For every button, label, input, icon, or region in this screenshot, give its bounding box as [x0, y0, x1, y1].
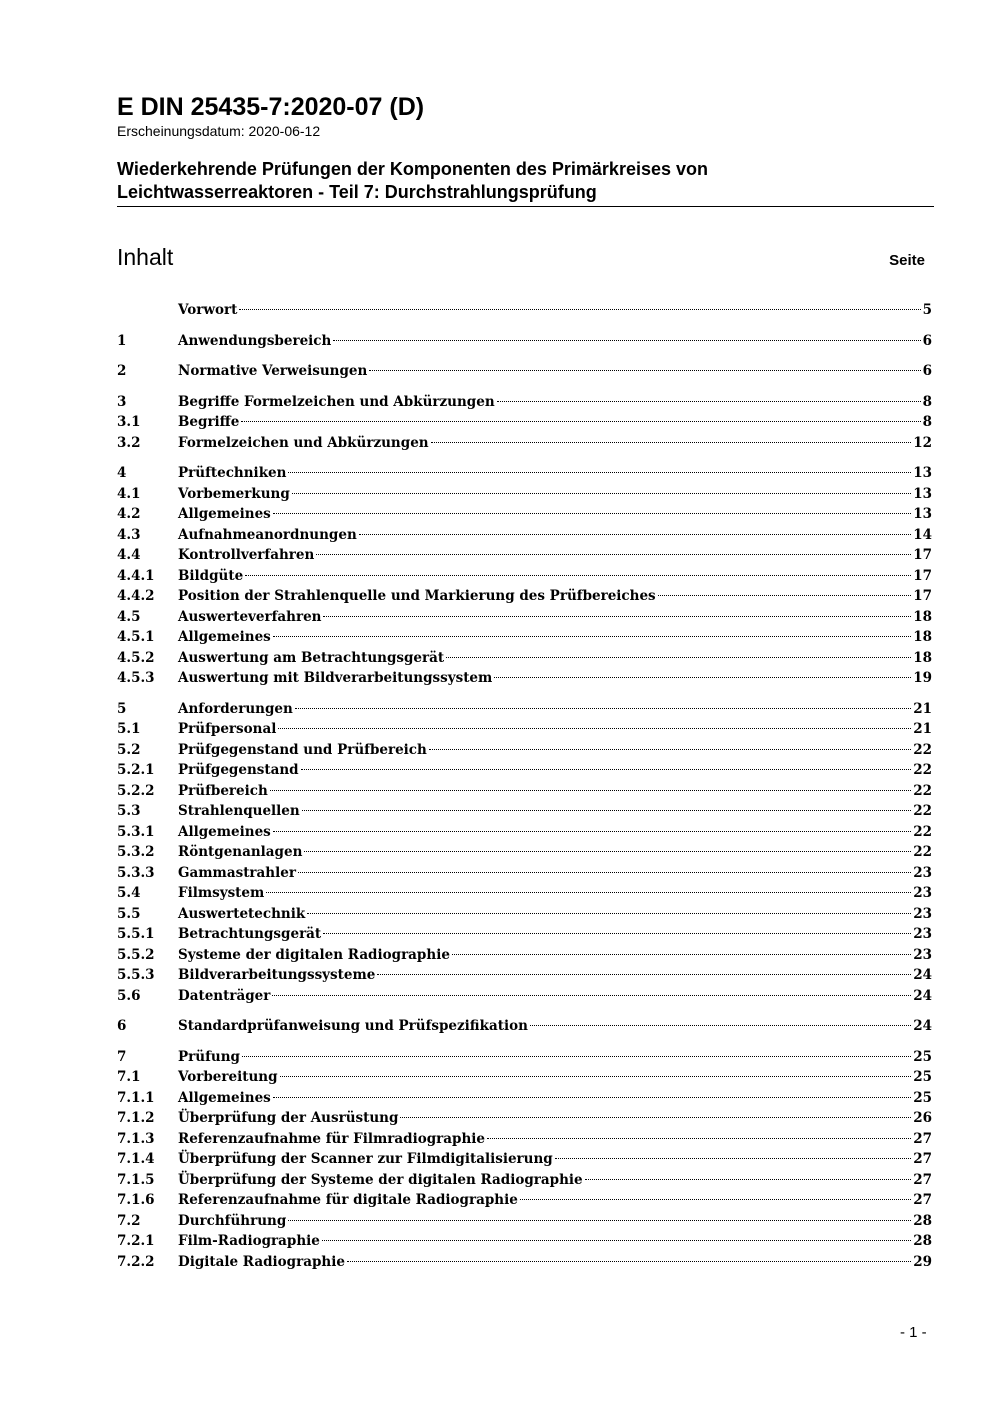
toc-dot-leader	[347, 1261, 911, 1262]
toc-entry-label: Gammastrahler	[178, 864, 296, 881]
toc-dot-leader	[270, 790, 911, 791]
toc-dot-leader	[377, 974, 911, 975]
toc-dot-leader	[295, 708, 911, 709]
toc-dot-leader	[298, 872, 911, 873]
toc-dot-leader	[359, 534, 911, 535]
toc-entry-label: Vorbemerkung	[178, 485, 290, 502]
toc-dot-leader	[273, 636, 911, 637]
toc-dot-leader	[266, 892, 911, 893]
toc-entry-label: Betrachtungsgerät	[178, 926, 322, 942]
toc-dot-leader	[302, 810, 912, 811]
toc-entry-number: 5.5.3	[117, 967, 155, 983]
toc-entry-page: 17	[913, 588, 932, 604]
toc-entry-number: 4.5	[117, 608, 141, 625]
toc-entry[interactable]	[117, 627, 932, 648]
toc-entry[interactable]	[117, 1252, 932, 1273]
toc-entry-label: Allgemeines	[178, 1089, 271, 1106]
toc-entry[interactable]	[117, 586, 932, 607]
toc-entry-page: 23	[913, 946, 932, 963]
toc-entry-label: Vorwort	[178, 302, 238, 318]
toc-entry[interactable]	[117, 331, 932, 352]
toc-entry-number: 4.3	[117, 526, 141, 543]
page-number: - 1 -	[900, 1324, 927, 1341]
toc-heading: Inhalt	[117, 244, 174, 270]
toc-entry-label: Durchführung	[178, 1212, 287, 1229]
toc-entry-number: 4	[117, 465, 127, 481]
toc-entry-page: 27	[913, 1171, 932, 1188]
toc-dot-leader	[272, 995, 911, 996]
toc-entry-page: 17	[913, 567, 932, 584]
toc-entry[interactable]	[117, 1190, 932, 1211]
toc-entry-page: 23	[913, 926, 932, 942]
toc-entry-page: 13	[913, 485, 932, 502]
toc-entry-label: Filmsystem	[178, 885, 265, 901]
toc-entry-number: 5.3.3	[117, 864, 155, 881]
toc-entry[interactable]	[117, 883, 932, 904]
toc-entry-page: 22	[913, 762, 932, 778]
toc-entry[interactable]	[117, 1129, 932, 1150]
toc-entry[interactable]	[117, 412, 932, 433]
toc-entry-label: Prüfpersonal	[178, 721, 277, 737]
toc-entry[interactable]	[117, 1211, 932, 1232]
toc-entry[interactable]	[117, 1088, 932, 1109]
toc-entry[interactable]	[117, 300, 932, 321]
toc-entry-number: 6	[117, 1018, 127, 1034]
toc-entry-page: 25	[913, 1089, 932, 1106]
toc-entry[interactable]	[117, 1149, 932, 1170]
toc-entry[interactable]	[117, 924, 932, 945]
toc-entry-number: 4.5.1	[117, 629, 155, 645]
toc-entry[interactable]	[117, 668, 932, 689]
toc-entry[interactable]	[117, 1067, 932, 1088]
toc-entry[interactable]	[117, 699, 932, 720]
toc-entry-label: Normative Verweisungen	[178, 363, 368, 379]
toc-entry[interactable]	[117, 1231, 932, 1252]
toc-entry-label: Bildverarbeitungssysteme	[178, 967, 376, 983]
toc-entry-number: 4.5.3	[117, 670, 155, 686]
toc-entry-page: 22	[913, 803, 932, 819]
toc-entry-number: 7.2	[117, 1212, 141, 1229]
toc-entry-label: Allgemeines	[178, 823, 271, 840]
toc-dot-leader	[585, 1179, 912, 1180]
toc-entry-number: 7.1	[117, 1069, 141, 1085]
document-header	[117, 92, 934, 207]
toc-entry[interactable]	[117, 863, 932, 884]
toc-entry-page: 18	[913, 608, 932, 625]
toc-dot-leader	[369, 370, 920, 371]
toc-entry-label: Bildgüte	[178, 567, 244, 584]
toc-dot-leader	[288, 1220, 911, 1221]
toc-entry-page: 23	[913, 885, 932, 901]
toc-dot-leader	[400, 1117, 911, 1118]
title-line-2: Leichtwasserreaktoren - Teil 7: Durchstrahlungsprüfung	[117, 182, 597, 202]
toc-dot-leader	[429, 749, 911, 750]
toc-entry-page: 5	[922, 302, 932, 318]
toc-entry-number: 5.2.2	[117, 782, 155, 799]
toc-entry-page: 25	[913, 1069, 932, 1085]
toc-entry-label: Kontrollverfahren	[178, 547, 315, 563]
toc-entry-page: 23	[913, 864, 932, 881]
toc-entry[interactable]	[117, 822, 932, 843]
toc-dot-leader	[273, 513, 911, 514]
toc-entry-page: 23	[913, 905, 932, 922]
toc-entry-number: 4.4.1	[117, 567, 155, 584]
toc-entry[interactable]	[117, 484, 932, 505]
toc-dot-leader	[530, 1025, 911, 1026]
toc-entry[interactable]	[117, 545, 932, 566]
toc-dot-leader	[487, 1138, 911, 1139]
toc-dot-leader	[494, 677, 911, 678]
toc-entry-label: Formelzeichen und Abkürzungen	[178, 434, 429, 451]
publication-date: Erscheinungsdatum: 2020-06-12	[117, 123, 321, 139]
toc-entry[interactable]	[117, 945, 932, 966]
toc-entry-page: 24	[913, 987, 932, 1004]
toc-header	[117, 244, 925, 276]
toc-entry-page: 8	[922, 414, 932, 430]
toc-entry[interactable]	[117, 607, 932, 628]
toc-entry-number: 5.3	[117, 803, 141, 819]
toc-dot-leader	[239, 309, 920, 310]
toc-entry-number: 4.5.2	[117, 649, 155, 666]
toc-entry-label: Überprüfung der Systeme der digitalen Radiographie	[178, 1171, 583, 1188]
toc-entry-number: 5	[117, 700, 127, 717]
toc-entry-label: Film-Radiographie	[178, 1233, 320, 1249]
toc-entry[interactable]	[117, 842, 932, 863]
toc-entry-page: 26	[913, 1110, 932, 1126]
toc-entry-label: Auswertung mit Bildverarbeitungssystem	[178, 670, 493, 686]
toc-entry-page: 28	[913, 1233, 932, 1249]
toc-entry-number: 2	[117, 363, 127, 379]
toc-entry[interactable]	[117, 433, 932, 454]
toc-entry-page: 6	[922, 363, 932, 379]
toc-dot-leader	[301, 769, 912, 770]
toc-entry-page: 25	[913, 1048, 932, 1065]
toc-entry-page: 27	[913, 1130, 932, 1147]
toc-entry[interactable]	[117, 504, 932, 525]
toc-entry[interactable]	[117, 740, 932, 761]
toc-entry-number: 5.5.1	[117, 926, 155, 942]
toc-entry-label: Referenzaufnahme für digitale Radiographie	[178, 1192, 518, 1208]
toc-entry-label: Prüfgegenstand und Prüfbereich	[178, 741, 427, 758]
toc-entry-label: Begriffe Formelzeichen und Abkürzungen	[178, 393, 495, 410]
toc-entry-label: Auswertung am Betrachtungsgerät	[178, 649, 445, 666]
toc-entry[interactable]	[117, 648, 932, 669]
toc-dot-leader	[323, 933, 911, 934]
toc-entry-number: 7.2.2	[117, 1253, 155, 1270]
toc-entry-number: 3	[117, 393, 127, 410]
toc-dot-leader	[278, 728, 911, 729]
toc-dot-leader	[658, 595, 912, 596]
toc-entry-number: 4.2	[117, 506, 141, 522]
toc-entry-number: 5.2	[117, 741, 141, 758]
toc-entry-number: 7	[117, 1048, 127, 1065]
toc-entry-page: 27	[913, 1151, 932, 1167]
toc-entry-number: 1	[117, 332, 127, 349]
toc-entry-label: Überprüfung der Ausrüstung	[178, 1110, 399, 1126]
toc-entry[interactable]	[117, 781, 932, 802]
toc-entry-label: Allgemeines	[178, 506, 271, 522]
toc-entry-page: 27	[913, 1192, 932, 1208]
toc-entry[interactable]	[117, 986, 932, 1007]
toc-entry-number: 5.2.1	[117, 762, 155, 778]
toc-entry-label: Datenträger	[178, 987, 271, 1004]
toc-entry-number: 4.4	[117, 547, 141, 563]
toc-entry[interactable]	[117, 1016, 932, 1037]
toc-entry[interactable]	[117, 801, 932, 822]
toc-entry[interactable]	[117, 566, 932, 587]
toc-dot-leader	[292, 493, 911, 494]
toc-entry-page: 22	[913, 844, 932, 860]
toc-dot-leader	[307, 913, 911, 914]
toc-entry-label: Prüfbereich	[178, 782, 268, 799]
toc-dot-leader	[520, 1199, 911, 1200]
toc-entry-label: Position der Strahlenquelle und Markierung des Prüfbereiches	[178, 588, 656, 604]
toc-entry-label: Überprüfung der Scanner zur Filmdigitalisierung	[178, 1151, 553, 1167]
toc-entry-page: 18	[913, 629, 932, 645]
toc-dot-leader	[241, 421, 920, 422]
toc-entry-number: 7.1.2	[117, 1110, 155, 1126]
toc-entry-number: 7.1.6	[117, 1192, 155, 1208]
toc-entry[interactable]	[117, 904, 932, 925]
toc-entry[interactable]	[117, 719, 932, 740]
toc-entry-label: Anforderungen	[178, 700, 293, 717]
title-line-1: Wiederkehrende Prüfungen der Komponenten des Primärkreises von	[117, 159, 708, 179]
toc-entry-number: 5.3.2	[117, 844, 155, 860]
toc-entry[interactable]	[117, 361, 932, 382]
toc-entry-label: Referenzaufnahme für Filmradiographie	[178, 1130, 485, 1147]
toc-dot-leader	[446, 657, 911, 658]
toc-entry-page: 22	[913, 823, 932, 840]
toc-entry[interactable]	[117, 1170, 932, 1191]
toc-entry-page: 22	[913, 741, 932, 758]
toc-entry-page: 13	[913, 506, 932, 522]
toc-dot-leader	[333, 340, 920, 341]
toc-entry-label: Systeme der digitalen Radiographie	[178, 946, 450, 963]
toc-entry[interactable]	[117, 1047, 932, 1068]
toc-dot-leader	[245, 575, 911, 576]
toc-dot-leader	[280, 1076, 912, 1077]
toc-entry-label: Allgemeines	[178, 629, 271, 645]
toc-entry-page: 21	[913, 700, 932, 717]
toc-entry-page: 24	[913, 1018, 932, 1034]
toc-entry-page: 12	[913, 434, 932, 451]
toc-entry-page: 19	[913, 670, 932, 686]
toc-dot-leader	[273, 1097, 911, 1098]
toc-dot-leader	[497, 401, 921, 402]
toc-dot-leader	[322, 1240, 911, 1241]
toc-entry-label: Digitale Radiographie	[178, 1253, 345, 1270]
toc-entry-page: 13	[913, 465, 932, 481]
toc-entry-number: 4.1	[117, 485, 141, 502]
toc-entry[interactable]	[117, 463, 932, 484]
toc-dot-leader	[323, 616, 911, 617]
toc-entry-page: 18	[913, 649, 932, 666]
toc-dot-leader	[555, 1158, 911, 1159]
toc-entry-page: 6	[922, 332, 932, 349]
toc-dot-leader	[288, 472, 911, 473]
toc-entry-label: Auswerteverfahren	[178, 608, 322, 625]
toc-entry-label: Röntgenanlagen	[178, 844, 303, 860]
document-id: E DIN 25435-7:2020-07 (D)	[117, 93, 425, 121]
toc-entry-page: 17	[913, 547, 932, 563]
toc-entry-label: Anwendungsbereich	[178, 332, 332, 349]
toc-dot-leader	[316, 554, 911, 555]
toc-entry-number: 3.1	[117, 414, 141, 430]
toc-entry-page: 14	[913, 526, 932, 543]
toc-entry-number: 3.2	[117, 434, 141, 451]
toc-entry-label: Vorbereitung	[178, 1069, 278, 1085]
toc-entry-number: 7.1.3	[117, 1130, 155, 1147]
toc-entry-number: 5.5.2	[117, 946, 155, 963]
toc-dot-leader	[242, 1056, 911, 1057]
toc-entry-label: Prüftechniken	[178, 465, 287, 481]
toc-entry-number: 4.4.2	[117, 588, 155, 604]
toc-entry-label: Standardprüfanweisung und Prüfspezifikation	[178, 1018, 528, 1034]
toc-entry[interactable]	[117, 760, 932, 781]
toc-dot-leader	[273, 831, 911, 832]
toc-entry-page: 22	[913, 782, 932, 799]
table-of-contents	[117, 300, 932, 1272]
toc-entry-number: 7.1.1	[117, 1089, 155, 1106]
toc-entry-page: 29	[913, 1253, 932, 1270]
toc-entry-page: 21	[913, 721, 932, 737]
toc-entry-label: Strahlenquellen	[178, 803, 300, 819]
toc-entry-number: 5.5	[117, 905, 141, 922]
toc-entry-number: 5.6	[117, 987, 141, 1004]
toc-entry-number: 5.3.1	[117, 823, 155, 840]
document-title	[117, 158, 934, 207]
toc-entry[interactable]	[117, 1108, 932, 1129]
toc-entry-number: 5.4	[117, 885, 141, 901]
toc-dot-leader	[431, 442, 912, 443]
toc-entry-page: 8	[922, 393, 932, 410]
toc-entry-number: 7.2.1	[117, 1233, 155, 1249]
toc-entry-label: Prüfgegenstand	[178, 762, 299, 778]
toc-entry-label: Auswertetechnik	[178, 905, 306, 922]
toc-entry-page: 24	[913, 967, 932, 983]
toc-dot-leader	[452, 954, 911, 955]
toc-entry[interactable]	[117, 965, 932, 986]
toc-entry[interactable]	[117, 392, 932, 413]
toc-entry-label: Prüfung	[178, 1048, 240, 1065]
toc-entry-number: 7.1.4	[117, 1151, 155, 1167]
toc-entry-label: Begriffe	[178, 414, 240, 430]
toc-entry[interactable]	[117, 525, 932, 546]
toc-dot-leader	[304, 851, 911, 852]
toc-page-label: Seite	[889, 252, 925, 269]
toc-entry-page: 28	[913, 1212, 932, 1229]
toc-entry-number: 5.1	[117, 721, 141, 737]
toc-entry-number: 7.1.5	[117, 1171, 155, 1188]
toc-entry-label: Aufnahmeanordnungen	[178, 526, 357, 543]
